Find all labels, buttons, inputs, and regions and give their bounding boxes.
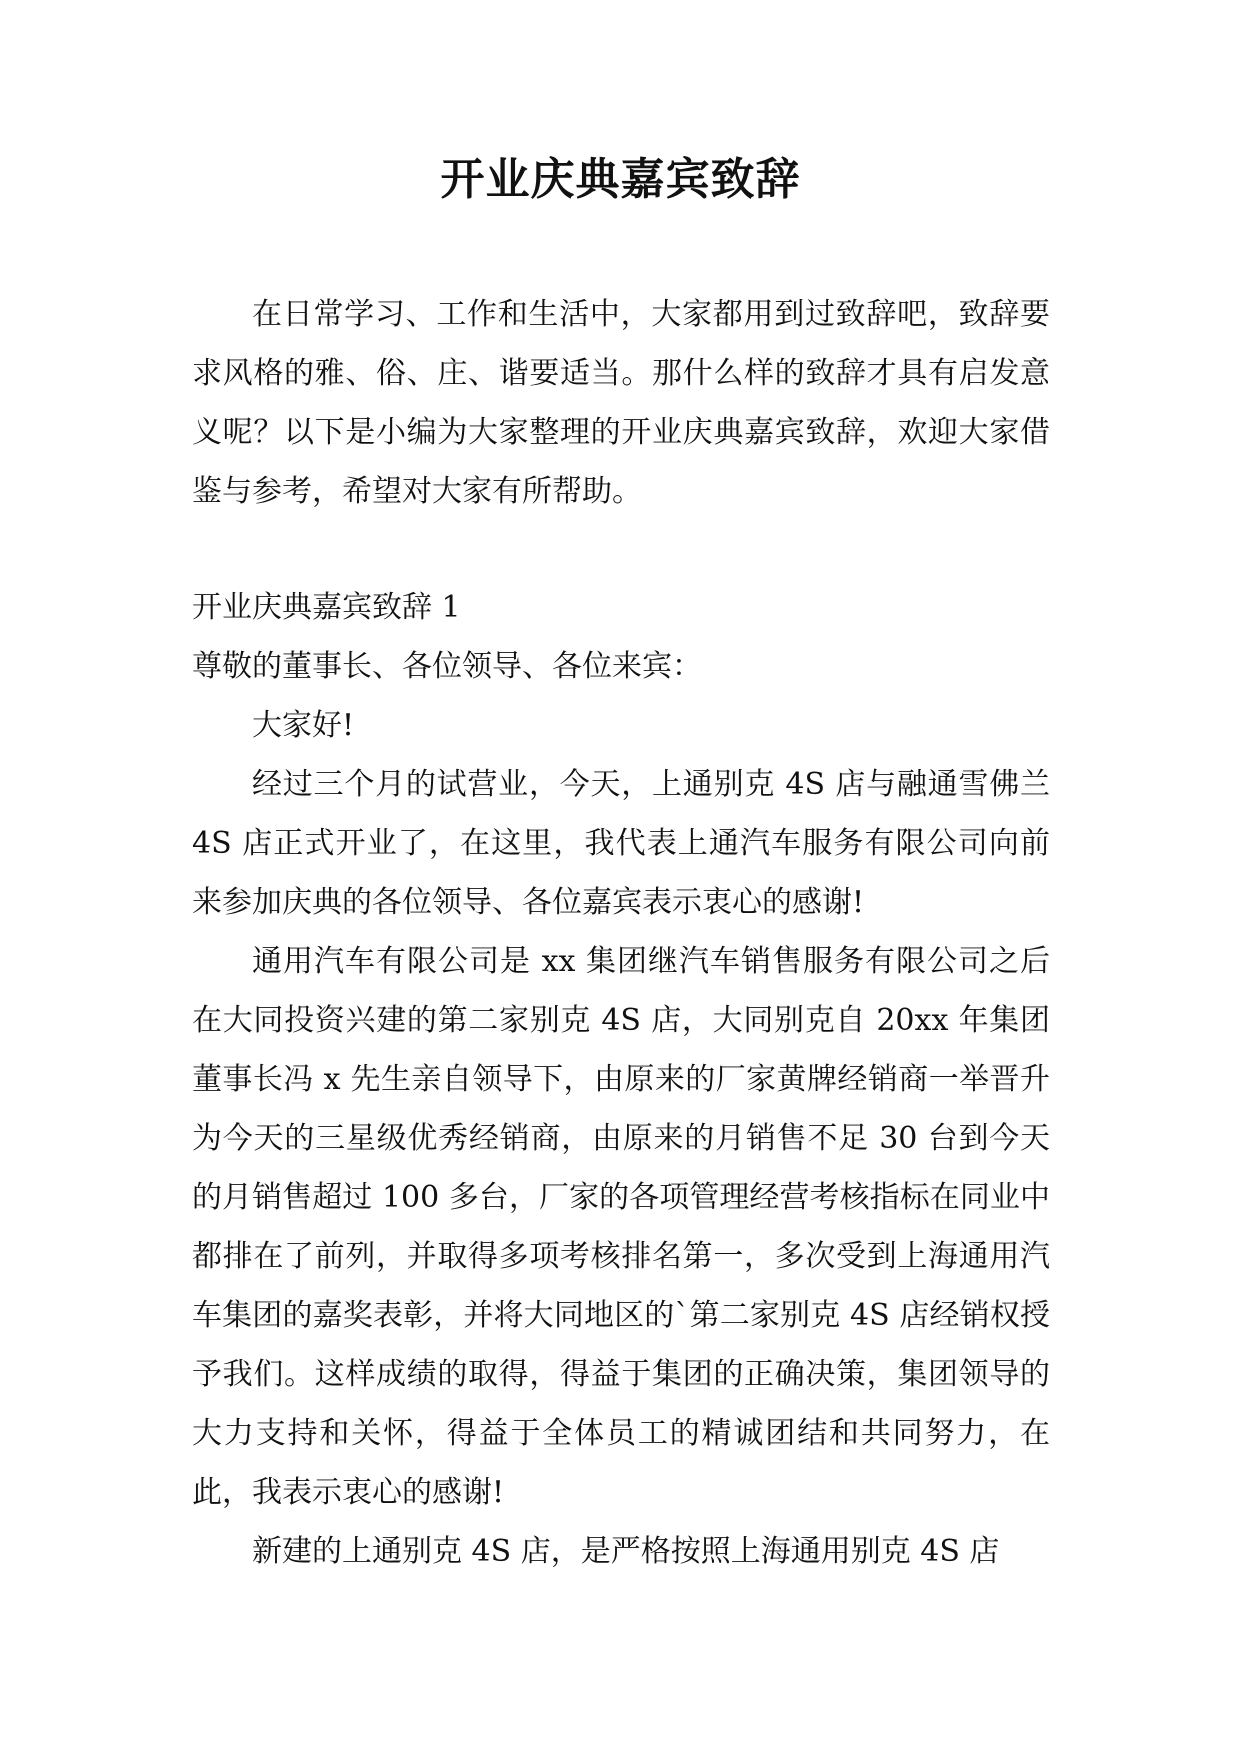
intro-paragraph: 在日常学习、工作和生活中，大家都用到过致辞吧，致辞要求风格的雅、俗、庄、谐要适当。那什么样的致辞才具有启发意义呢？以下是小编为大家整理的开业庆典嘉宾致辞，欢迎大家借鉴与参考，希望对大家有所帮助。 [192, 297, 1050, 509]
greeting: 大家好! [252, 708, 355, 743]
document-title: 开业庆典嘉宾致辞 [440, 154, 801, 205]
body-paragraph: 通用汽车有限公司是 xx 集团继汽车销售服务有限公司之后在大同投资兴建的第二家别克 4S 店，大同别克自 20xx 年集团董事长冯 x 先生亲自领导下，由原来的厂家黄牌经销商一举晋升为今天的三星级优秀经销商，由原来的月销售不足 30 台到今天的月销售超过 100 多台，厂家的各项管理经营考核指标在同业中都排在了前列，并取得多项考核排名第一，多次受到上海通用汽车集团的嘉奖表彰，并将大同地区的`第二家别克 4S 店经销权授予我们。这样成绩的取得，得益于集团的正确决策，集团领导的大力支持和关怀，得益于全体员工的精诚团结和共同努力，在此，我表示衷心的感谢! [192, 944, 1050, 1510]
salutation: 尊敬的董事长、各位领导、各位来宾： [192, 649, 702, 684]
speech-section [192, 578, 1050, 1581]
section-heading: 开业庆典嘉宾致辞 1 [192, 590, 461, 625]
body-paragraph: 新建的上通别克 4S 店，是严格按照上海通用别克 4S 店 [252, 1534, 1000, 1569]
body-paragraph: 经过三个月的试营业，今天，上通别克 4S 店与融通雪佛兰 4S 店正式开业了，在这里，我代表上通汽车服务有限公司向前来参加庆典的各位领导、各位嘉宾表示衷心的感谢! [192, 767, 1050, 920]
